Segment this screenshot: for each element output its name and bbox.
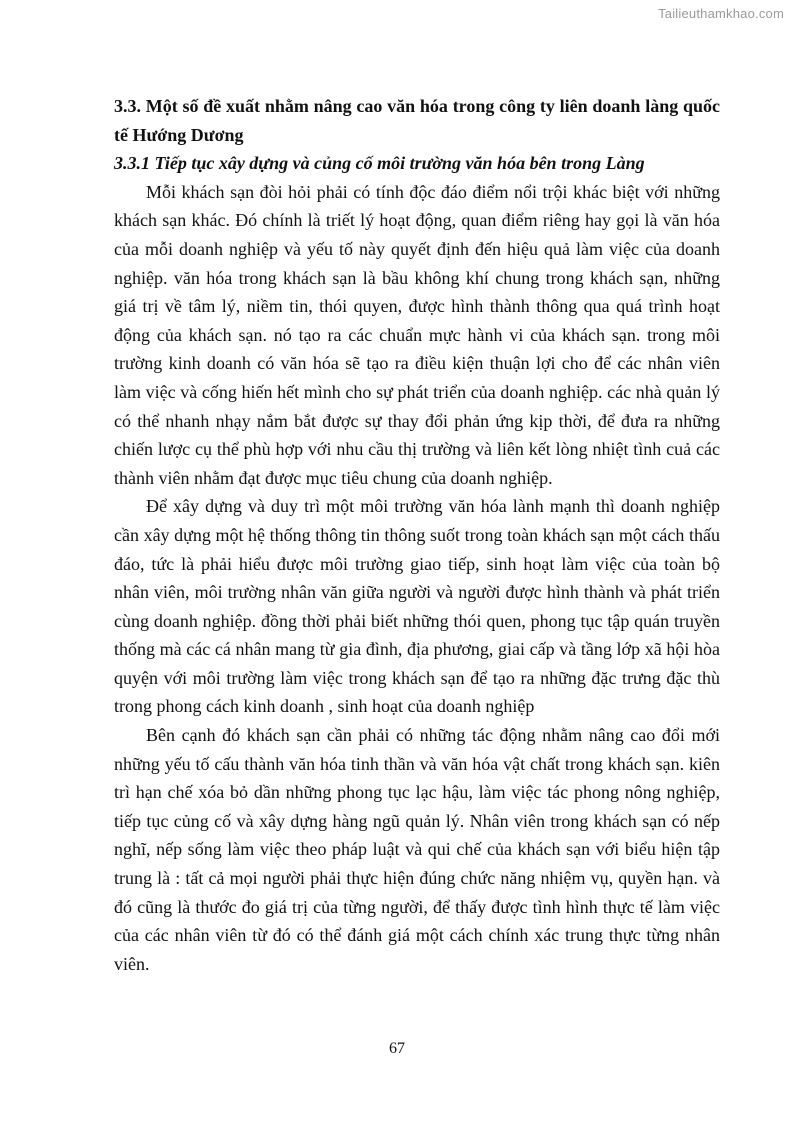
paragraph-2: Để xây dựng và duy trì một môi trường văn hóa lành mạnh thì doanh nghiệp cần xây dựng một hệ thống thông tin thông suốt trong toàn khách sạn một cách thấu đáo, tức là phải hiểu được môi trường giao tiếp, sinh hoạt làm việc của toàn bộ nhân viên, môi trường nhân văn giữa người và người được hình thành và phát triển cùng doanh nghiệp. đồng thời phải biết những thói quen, phong tục tập quán truyền thống mà các cá nhân mang từ gia đình, địa phương, giai cấp và tầng lớp xã hội hòa quyện với môi trường làm việc trong khách sạn để tạo ra những đặc trưng đặc thù trong phong cách kinh doanh , sinh hoạt của doanh nghiệp xyxy=(114,496,720,717)
watermark-text: Tailieuthamkhao.com xyxy=(658,6,784,21)
section-heading: 3.3. Một số đề xuất nhằm nâng cao văn hóa trong công ty liên doanh làng quốc tế Hướng Dương xyxy=(114,96,720,145)
page-number: 67 xyxy=(389,1040,405,1057)
paragraph-1: Mỗi khách sạn đòi hỏi phải có tính độc đáo điểm nổi trội khác biệt với những khách sạn khác. Đó chính là triết lý hoạt động, quan điểm riêng hay gọi là văn hóa của mỗi doanh nghiệp và yếu tố này quyết định đến hiệu quả làm việc của doanh nghiệp. văn hóa trong khách sạn là bầu không khí chung trong khách sạn, những giá trị về tâm lý, niềm tin, thói quyen, được hình thành thông qua quá trình hoạt động của khách sạn. nó tạo ra các chuẩn mực hành vi của khách sạn. trong môi trường kinh doanh có văn hóa sẽ tạo ra điều kiện thuận lợi cho để các nhân viên làm việc và cống hiến hết mình cho sự phát triển của doanh nghiệp. các nhà quản lý có thể nhanh nhạy nắm bắt được sự thay đổi phản ứng kịp thời, để đưa ra những chiến lược cụ thể phù hợp với nhu cầu thị trường và liên kết lòng nhiệt tình cuả các thành viên nhằm đạt được mục tiêu chung của doanh nghiệp. xyxy=(114,181,720,488)
document-body xyxy=(114,92,720,978)
paragraph-3: Bên cạnh đó khách sạn cần phải có những tác động nhằm nâng cao đổi mới những yếu tố cấu thành văn hóa tinh thần và văn hóa vật chất trong khách sạn. kiên trì hạn chế xóa bỏ dần những phong tục lạc hậu, làm việc tác phong nông nghiệp, tiếp tục củng cố và xây dựng hàng ngũ quản lý. Nhân viên trong khách sạn có nếp nghĩ, nếp sống làm việc theo pháp luật và qui chế của khách sạn với biểu hiện tập trung là : tất cả mọi người phải thực hiện đúng chức năng nhiệm vụ, quyền hạn. và đó cũng là thước đo giá trị của từng người, để thấy được tình hình thực tế làm việc của các nhân viên từ đó có thể đánh giá một cách chính xác trung thực từng nhân viên. xyxy=(114,725,720,974)
subsection-heading: 3.3.1 Tiếp tục xây dựng và củng cố môi trường văn hóa bên trong Làng xyxy=(114,153,645,174)
